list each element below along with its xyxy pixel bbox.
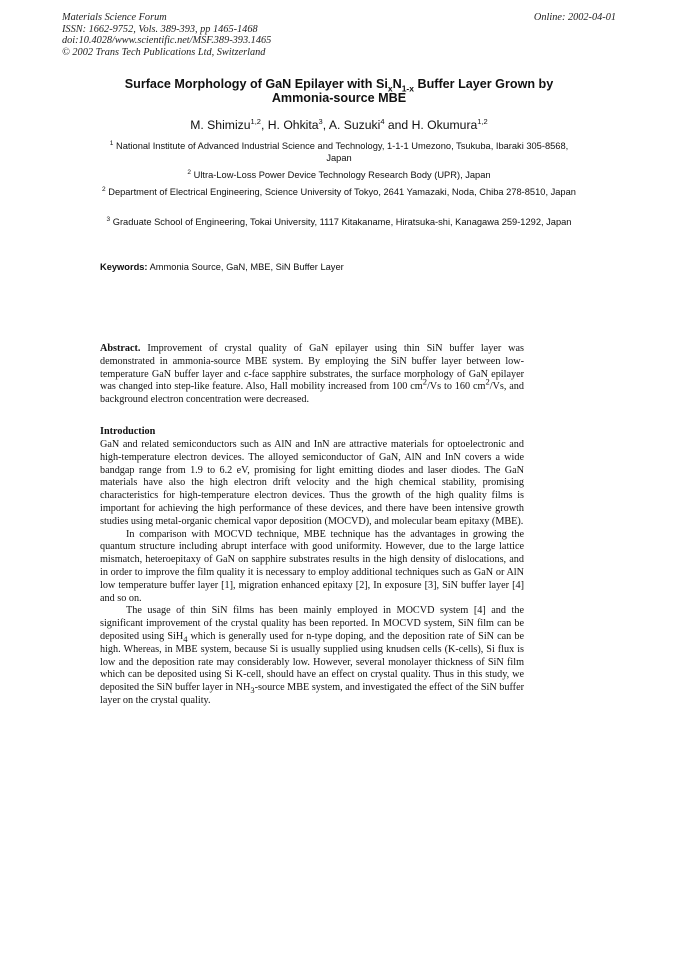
author-4-affil: 1,2 [477,116,488,126]
intro-paragraph-3-text-2: which is generally used for n-type doping, and the deposition rate of SiN can be high. Whereas, in MBE system, because Si is usually supplied using knudsen cells (K-cells), Si flux is low and the deposition rate may considerably low. However, several monolayer thickness of SiN film which can be deposited using Si K-cell, should have an effect on crystal quality. Thus in this study, we deposited the SiN buffer layer in NH [100,630,524,694]
affiliation-4 [100,217,578,229]
title-text-1: Surface Morphology of GaN Epilayer with Si [124,77,388,91]
author-3-affil: 4 [380,116,385,126]
affiliation-1 [100,141,578,164]
doi-line: doi:10.4028/www.scientific.net/MSF.389-393.1465 [62,35,272,47]
intro-paragraph-2: In comparison with MOCVD technique, MBE technique has the advantages in growing the quantum structure including abrupt interface with good uniformity. However, due to the large lattice mismatch, heteroepitaxy of GaN on sapphire substrates results in the high density of dislocations, and in order to improve the film quality it is necessary to employ additional techniques such as GaN or AlN low temperature buffer layer [1], migration enhanced epitaxy [2], In exposure [3], SiN buffer layer [4] and so on. [100,528,524,604]
title-sub-1x: 1-x [401,83,414,94]
introduction-heading: Introduction [100,426,156,437]
affiliation-2-text: Ultra-Low-Loss Power Device Technology Research Body (UPR), Japan [193,170,491,180]
abstract-text-2: /Vs to 160 cm [426,381,486,393]
affiliation-3-marker: 2 [102,185,106,193]
affiliation-3 [100,187,578,199]
abstract-sup-1: 2 [422,377,427,387]
journal-header [62,12,271,58]
author-2-affil: 3 [318,116,323,126]
abstract-text-1: Improvement of crystal quality of GaN epilayer using thin SiN buffer layer was demonstrated in ammonia-source MBE system. By employing the SiN buffer layer between low-temperature GaN buffer layer and c-face sapphire substrates, the surface morphology of GaN epilayer was changed into step-like feature. Also, Hall mobility increased from 100 cm [100,343,524,393]
author-1-affil: 1,2 [250,116,261,126]
title-text-3: Buffer Layer Grown by [414,77,554,91]
intro-paragraph-3-sub-2: 3 [250,685,255,696]
intro-paragraph-3 [100,605,524,707]
abstract [100,343,524,407]
affiliation-4-marker: 3 [106,215,111,223]
intro-paragraph-1: GaN and related semiconductors such as AlN and InN are attractive materials for optoelectronic and high-temperature electron devices. The alloyed semiconductor of GaN, AlN and InN covers a wide bandgap range from 1.9 to 6.2 eV, promising for light emitting diodes and laser diodes. The GaN materials have also the high electron drift velocity and the high chemical stability, promising characteristics for high-temperature electron devices. Thus the growth of the high quality films is important for achieving the high performance of these devices, and there have been intensive growth studies using metal-organic chemical vapor deposition (MOCVD), and molecular beam epitaxy (MBE). [100,439,524,527]
title-text-2: N [392,77,402,91]
paper-title [90,77,588,105]
online-date: Online: 2002-04-01 [533,12,616,23]
abstract-text-3: /Vs, and background electron concentration were decreased. [100,381,524,406]
affiliation-1-text: National Institute of Advanced Industrial Science and Technology, 1-1-1 Umezono, Tsukuba, Ibaraki 305-8568, Japan [116,141,569,163]
issn-line: ISSN: 1662-9752, Vols. 389-393, pp 1465-1468 [62,23,258,35]
abstract-label: Abstract. [100,343,141,354]
intro-paragraph-3-sub-1: 4 [183,633,188,644]
affiliation-4-text: Graduate School of Engineering, Tokai University, 1117 Kitakaname, Hiratsuka-shi, Kanagawa 259-1292, Japan [112,217,572,227]
affiliation-2 [100,170,578,182]
affiliation-1-marker: 1 [109,139,114,147]
author-list [80,118,598,132]
title-sub-x: x [387,83,393,94]
keywords-label: Keywords: [100,262,148,272]
author-3: , A. Suzuki [322,118,381,132]
intro-paragraph-3-text-1: The usage of thin SiN films has been mainly employed in MOCVD system [4] and the significant improvement of the crystal quality has been reported. In MOCVD system, SiN film can be deposited using SiH [100,605,524,642]
keywords [100,262,344,272]
introduction-body [100,439,524,708]
journal-name: Materials Science Forum [62,12,167,23]
abstract-sup-2: 2 [485,377,490,387]
intro-paragraph-3-text-3: -source MBE system, and investigated the effect of the SiN buffer layer on the crystal quality. [100,682,524,706]
author-4: and H. Okumura [384,118,478,132]
copyright-line: © 2002 Trans Tech Publications Ltd, Switzerland [62,46,266,58]
author-1: M. Shimizu [190,118,251,132]
title-line-2: Ammonia-source MBE [271,91,407,105]
affiliation-3-text: Department of Electrical Engineering, Science University of Tokyo, 2641 Yamazaki, Noda, Chiba 278-8510, Japan [108,187,576,197]
author-2: , H. Ohkita [260,118,319,132]
affiliation-2-marker: 2 [187,168,192,176]
keywords-text: Ammonia Source, GaN, MBE, SiN Buffer Layer [147,262,344,272]
